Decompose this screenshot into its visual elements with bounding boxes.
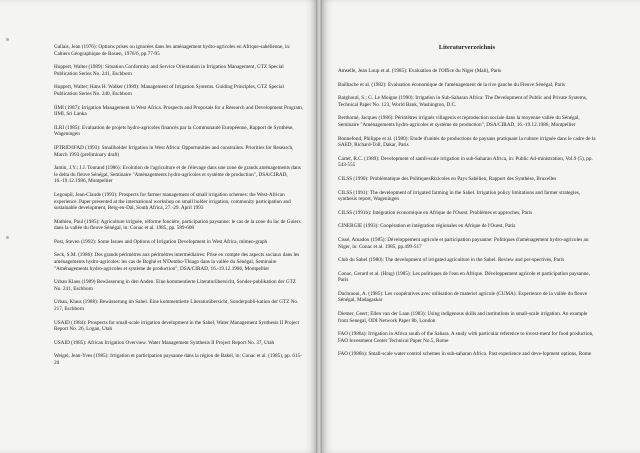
- reference-entry: USAID (1985): African Irrigation Overview. Water Management Synthesis II Project Report No. 37, Utah: [54, 339, 275, 346]
- reference-entry: CINERGIE (1993): Coopération et intégration régionales en Afrique de l'Ouest, Paris: [338, 223, 516, 230]
- reference-entry: Amselle, Jean Loup et al. (1985): Evaluation de l'Office du Niger (Mali), Paris: [338, 68, 502, 74]
- hole-mark: [6, 38, 9, 41]
- reference-entry: Dachraoui, A. (1985): Les coopératives avec utilisation de materiel agricole (CUMA): Experience de la vallée du fleuve Sénégal, Madagaskar: [338, 290, 588, 304]
- reference-entry: Barghouti, S.; G. Le Moigne (1990): Irrigation in Sub-Saharan Africa: The Development of Public and Private Systems, Technical Paper No. 123, World Bank, Washington, D.C.: [338, 95, 588, 108]
- reference-entry: CILSS (1991b): Intégration économique en Afrique de l'Ouest. Problèmes et approches, Paris: [338, 209, 533, 216]
- reference-entry: FAO (1986a): Irrigation in Africa south of the Sahara. A study with particular reference to invest-ment for food production, FAO Investment Center Technical Paper No.5, Rome: [338, 331, 594, 344]
- reference-entry: Huppert, Walter; Hans H. Walker (1989): Management of Irrigation Systems. Guiding Principles, GTZ Special Publication Series No. 240, Eschborn: [54, 84, 284, 97]
- reference-entry: Jamin, J.Y.; J.J. Tourand (1986): Evolution de l'agriculture et de l'élevage dans une zone de grands aménagements dans le delta du fleuve Sénégal, Seminaire "Aménagements hydro-agricoles et système de production", DSA/CIRAD, 16.-19.12.1986, Montpellier: [54, 165, 301, 185]
- reference-entry: Bailhache et al. (1982): Evaluation économique de l'aménagement de la rive gauche du Fleuve Sénégal, Paris: [338, 81, 565, 88]
- reference-entry: Berthomé, Jacques (1986): Périmètres irrigués villageois et reproduction sociale dans la moyenne vallée du Sénégal, Seminaire "Aménagements hydro-agricoles et système de production", DSA/CIRAD, 16.-19.12.1986, Montpellier: [338, 115, 580, 128]
- reference-entry: Urban Klaus (1989) Bewässerung in den Anden. Eine kommentierte Literaturübersicht, Sonder-publikation der GTZ No. 241, Eschborn: [54, 279, 296, 292]
- reference-entry: IPTRID/IFAD (1993): Smallholder Irrigation in West Africa: Opportunities and constraints. Priorities for Research, March 1993 (preliminary draft): [54, 144, 294, 158]
- reference-entry: IIMI (1987): Irrigation Management in West Africa. Prospects and Proposals for a Research and Development Program, IIMI, Sri Lanka: [54, 104, 304, 118]
- reference-entry: Club du Sahel (1980): The development of irrigated agriculture in the Sahel. Review and per-spectives, Paris: [338, 257, 565, 264]
- hole-mark: [6, 236, 9, 239]
- reference-entry: Diemer, Geert; Ellen van der Laan (1983): Using indigenous skills and institutions in small-scale irrigation. An example from Senegal, ODI Network Paper 8b, London: [338, 311, 588, 324]
- reference-entry: FAO (1986b): Small-scale water control schemes in sub-saharan Africa. Past experience and deve-lopment options, Rome: [338, 351, 592, 358]
- right-reference-list: [338, 44, 596, 365]
- left-page: [0, 0, 316, 453]
- reference-entry: Urban, Klaus (1988): Bewässerung im Sahel. Eine kommentierte Literaturübersicht, Sonderpubli-kation der GTZ No. 217, Eschborn: [54, 299, 299, 313]
- page-heading: Literaturverzeichnis: [438, 44, 496, 51]
- reference-entry: USAID (1984): Prospects for small-scale irrigation development in the Sahel, Water Management Synthesis II Project Report No. 26, Logan, Utah: [54, 319, 300, 333]
- reference-entry: Seck, S.M. (1986): Des grands périmètres aux périmètres intermédiaires: Prise en compte des aspects sociaux dans les aménagements hydro-agricoles: les cas de Boghé et N'Dombo-Thiago dans la vallée du Sénégal, Seminaire "Aménagements hydro-agricoles et système de production", DSA/CIRAD, 16.-19.12.1986, Montpellier: [54, 252, 300, 272]
- reference-entry: Post, Steven (1992): Some Issues and Options of Irrigation Development in West Africa, mimeo-graph: [54, 238, 268, 245]
- reference-entry: Legoupil, Jean-Claude (1993): Prospects for farmer management of small irrigation schemes: the West-African experience. Paper presented at the international workshop on small holder irrigation, community participation and sustainable development, Berg-en-Dal, South Africa, 27.-29. April 1993: [54, 191, 291, 212]
- reference-entry: Gallais, Jean (1976): Options prises ou ignorées dans les aménagement hydro-agricoles en Afrique-sahélienne, in: Cahiers Géographique de Rouen, 1976/6, pp.77-95: [54, 44, 291, 57]
- reference-entry: Huppert, Walter (1989): Situation Conformity and Service Orientation in Irrigation Management, GTZ Special Publication Series No. 241, Eschborn: [54, 64, 284, 77]
- reference-entry: CILSS (1990): Problématique des PolitiquesRizicoles en Pays Sahélien, Rapport des Synthèse, Bruxelles: [338, 175, 557, 182]
- reference-entry: ILRI (1985): Evaluation de projets hydro-agricoles financés par la Communauté Européenne, Rapport de Synthèse, Wageningen: [54, 124, 294, 138]
- right-page: [322, 0, 640, 453]
- left-reference-list: [54, 44, 304, 374]
- reference-entry: Mathieu, Paul (1985): Agriculture irriguée, réforme foncière, participation paysanne: le cas de la zone du lac de Guiers dans la vallée du fleuve Sénégal, in: Conac et al. 1985, pp. 589-608: [54, 218, 301, 232]
- reference-entry: Carter, R.C. (1989): Development of samll-scale irrigation in sub-Saharan Africa, in: Public Ad-ministration, Vol.9 (5), pp. 543-555: [338, 155, 593, 169]
- reference-entry: Conac, Gerard et al. (Hrsg) (1985): Les politiques de l'eau en Afrique. Développement agricole et participation paysanne, Paris: [338, 270, 590, 284]
- reference-entry: Bonnefond, Philippe et al. (1980): Etude d'unités de productions de paysans pratiquant la culture irriguée dans le cadre de la SAED, Richard-Toll, Dakar, Paris: [338, 135, 596, 149]
- reference-entry: CILSS (1991): The development of irrigated farming in the Sahel. Irrigation policy limitations and farmer strategies, synthesis report, Wageningen: [338, 189, 581, 203]
- reference-entry: Cissé, Amadou (1985): Développement agricole et participation paysanne: Politiques d'aménagement hydro-agricoles au Niger, in: Conac et al. 1985, pp.499-517: [338, 236, 589, 250]
- reference-entry: Weigel, Jean-Yves (1985): Irrigation et participation paysanne dans la région de Bakel, in: Conac et al. (1985), pp. 615-20: [54, 353, 302, 366]
